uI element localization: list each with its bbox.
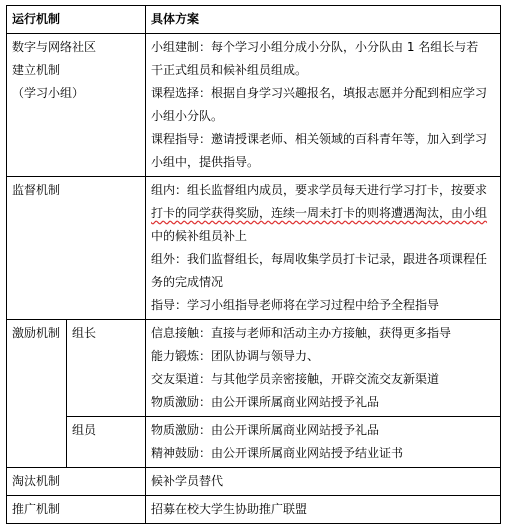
plan-line: 课程选择：根据自身学习兴趣报名，填报志愿并分配到相应学习 xyxy=(151,86,488,100)
header-mechanism: 运行机制 xyxy=(7,6,146,34)
plan-line-spellcheck: 打卡的同学获得奖励，连续一周未打卡的则将遭遇淘汰，由小组 xyxy=(151,206,488,220)
row-promotion xyxy=(7,496,501,524)
header-row xyxy=(7,6,501,34)
label-elimination: 淘汰机制 xyxy=(7,468,146,496)
plan-line: 小组中，提供指导。 xyxy=(151,155,260,169)
label-digital-community xyxy=(7,34,146,177)
plan-line: 组外：我们监督组长，每周收集学员打卡记录，跟进各项课程任 xyxy=(151,252,488,266)
plan-incentive-member xyxy=(146,417,501,468)
label-leader: 组长 xyxy=(67,320,146,417)
plan-line: 务的完成情况 xyxy=(151,275,224,289)
row-incentive-member xyxy=(7,417,501,468)
label-promotion: 推广机制 xyxy=(7,496,146,524)
plan-line: 小组建制：每个学习小组分成小分队，小分队由 1 名组长与若 xyxy=(151,40,479,54)
row-supervision xyxy=(7,177,501,320)
plan-incentive-leader xyxy=(146,320,501,417)
label-member: 组员 xyxy=(67,417,146,468)
plan-line: 中的候补组员补上 xyxy=(151,229,248,243)
plan-line: 组内：组长监督组内成员，要求学员每天进行学习打卡，按要求 xyxy=(151,183,488,197)
row-digital-community xyxy=(7,34,501,177)
plan-elimination: 候补学员替代 xyxy=(146,468,501,496)
row-incentive-leader xyxy=(7,320,501,417)
plan-digital-community xyxy=(146,34,501,177)
plan-line: 交友渠道：与其他学员亲密接触，开辟交流交友新渠道 xyxy=(151,372,440,386)
label-line: （学习小组） xyxy=(12,86,85,100)
label-supervision: 监督机制 xyxy=(7,177,146,320)
label-incentive: 激励机制 xyxy=(7,320,67,468)
label-line: 建立机制 xyxy=(12,63,61,77)
plan-line: 信息接触：直接与老师和活动主办方接触，获得更多指导 xyxy=(151,326,452,340)
mechanism-table xyxy=(6,5,501,524)
plan-supervision xyxy=(146,177,501,320)
label-line: 数字与网络社区 xyxy=(12,40,97,54)
plan-line: 精神鼓励：由公开课所属商业网站授予结业证书 xyxy=(151,446,404,460)
plan-line: 小组小分队。 xyxy=(151,109,224,123)
plan-line: 能力锻炼：团队协调与领导力、 xyxy=(151,349,320,363)
plan-line: 物质激励：由公开课所属商业网站授予礼品 xyxy=(151,423,380,437)
plan-line: 干正式组员和候补组员组成。 xyxy=(151,63,308,77)
plan-line: 课程指导：邀请授课老师、相关领域的百科青年等，加入到学习 xyxy=(151,132,488,146)
header-plan: 具体方案 xyxy=(146,6,501,34)
plan-line: 指导：学习小组指导老师将在学习过程中给予全程指导 xyxy=(151,298,440,312)
plan-promotion: 招募在校大学生协助推广联盟 xyxy=(146,496,501,524)
plan-line: 物质激励：由公开课所属商业网站授予礼品 xyxy=(151,395,380,409)
row-elimination xyxy=(7,468,501,496)
